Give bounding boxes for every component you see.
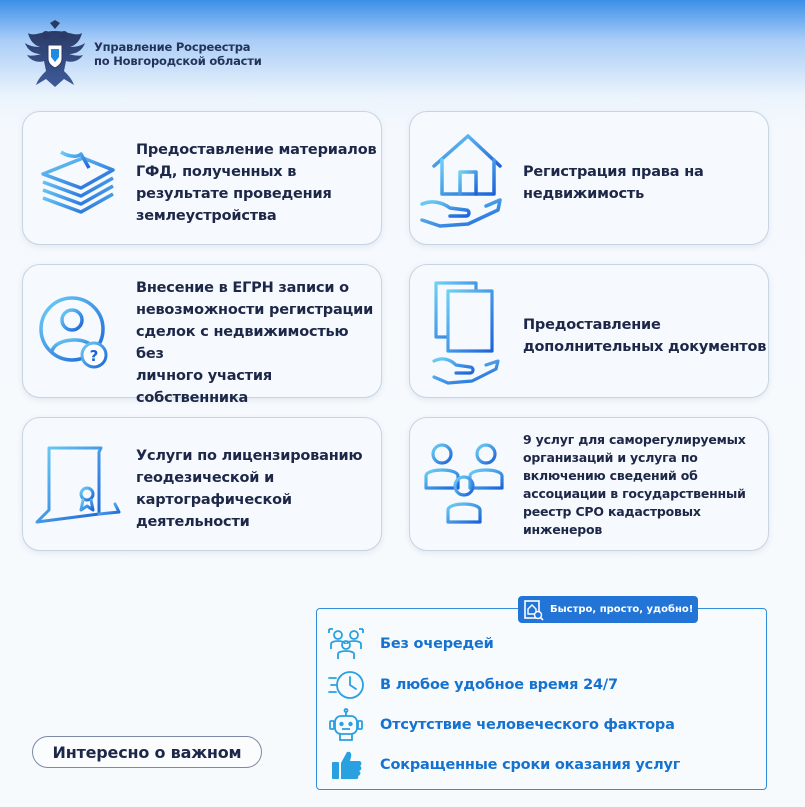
service-label: 9 услуг для саморегулируемых организаций и услуга по включению сведений об ассоциации в государственный реестр СРО кадастровых инженеров xyxy=(523,432,746,537)
eagle-emblem-icon xyxy=(22,19,88,89)
house-in-hand-icon xyxy=(420,130,504,230)
advantage-label: В любое удобное время 24/7 xyxy=(380,677,618,693)
svg-text:?: ? xyxy=(89,347,99,365)
clock-icon xyxy=(328,668,364,702)
robot-icon xyxy=(328,708,364,742)
advantage-label: Без очередей xyxy=(380,636,494,652)
house-document-icon xyxy=(522,599,544,621)
service-card-documents[interactable] xyxy=(409,264,769,398)
group-people-icon xyxy=(424,442,506,526)
advantage-item xyxy=(328,627,494,661)
service-card-registration[interactable] xyxy=(409,111,769,245)
user-question-icon xyxy=(38,295,112,371)
service-label: Предоставление дополнительных документов xyxy=(523,317,767,355)
service-card-licensing[interactable] xyxy=(22,417,382,551)
interesting-pill-button[interactable]: Интересно о важном xyxy=(32,736,262,768)
header xyxy=(22,14,262,94)
advantage-label: Отсутствие человеческого фактора xyxy=(380,717,675,733)
advantage-item xyxy=(328,708,675,742)
documents-in-hand-icon xyxy=(432,279,502,387)
thumbs-up-icon xyxy=(328,748,364,782)
certificate-scroll-icon xyxy=(35,444,121,524)
service-card-gfd[interactable] xyxy=(22,111,382,245)
advantages-badge-label: Быстро, просто, удобно! xyxy=(550,604,694,615)
advantage-item xyxy=(328,748,680,782)
service-label: Внесение в ЕГРН записи о невозможности регистрации сделок с недвижимостью без личного участия собственника xyxy=(136,280,374,406)
service-label: Регистрация права на недвижимость xyxy=(523,164,704,202)
service-card-sro[interactable] xyxy=(409,417,769,551)
service-label: Предоставление материалов ГФД, полученных в результате проведения землеустройства xyxy=(136,142,377,224)
advantage-item xyxy=(328,668,618,702)
advantages-badge xyxy=(518,596,698,623)
service-label: Услуги по лицензированию геодезической и картографической деятельности xyxy=(136,448,363,530)
org-name-line1: Управление Росреестра xyxy=(94,40,251,54)
queue-people-icon xyxy=(328,627,364,661)
org-name-line2: по Новгородской области xyxy=(94,54,262,68)
org-name xyxy=(94,40,262,68)
advantage-label: Сокращенные сроки оказания услуг xyxy=(380,757,681,773)
documents-stack-icon xyxy=(37,150,117,218)
service-card-egrn[interactable] xyxy=(22,264,382,406)
